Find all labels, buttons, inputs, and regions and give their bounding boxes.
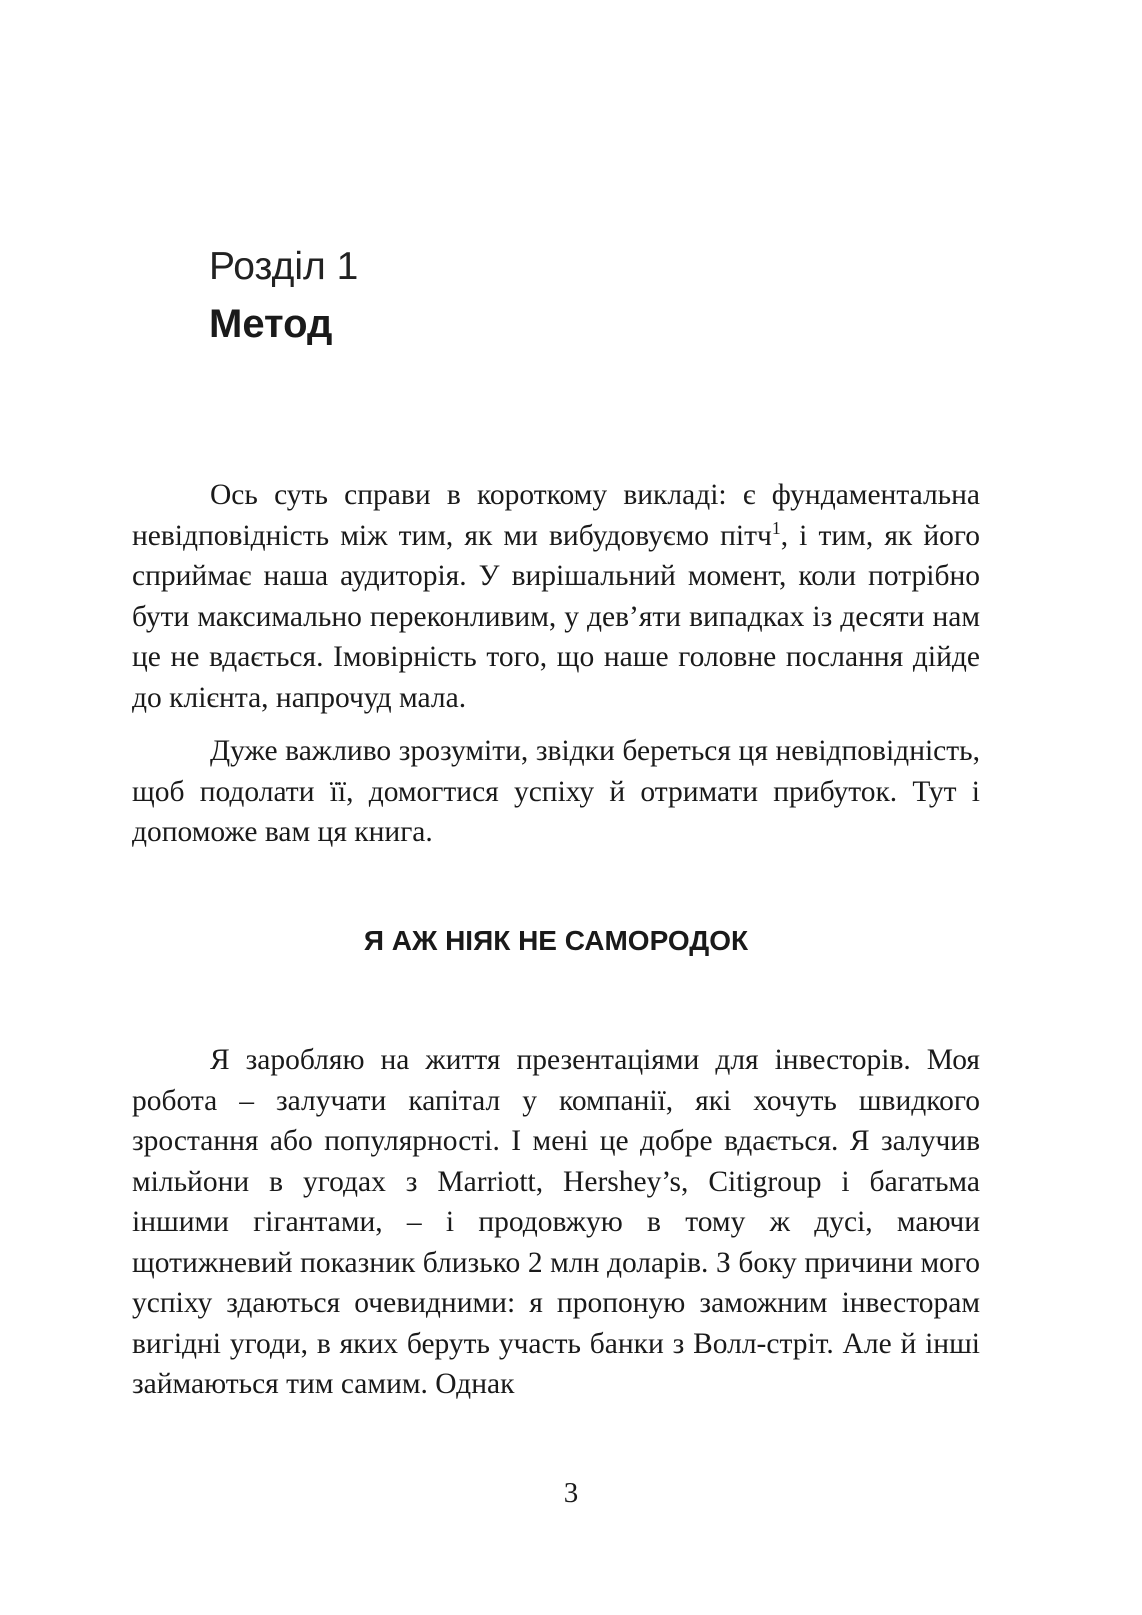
intro-paragraph-1-text-b: , і тим, як його сприймає наша аудиторія. У вирішальний момент, коли потрібно бути максимально переконливим, у дев’яти випадках із десяти нам це не вдається. Імовірність того, що наше головне послання дійде до клієнта, напрочуд мала. — [132, 519, 980, 714]
chapter-title: Метод — [209, 302, 333, 346]
footnote-marker: 1 — [771, 517, 781, 538]
chapter-label: Розділ 1 — [209, 245, 359, 288]
intro-paragraph-1-text-a: Ось суть справи в короткому викладі: є фундаментальна невідповідність між тим, як ми вибудовуємо пітч — [132, 479, 980, 552]
section-paragraph-1: Я заробляю на життя презентаціями для інвесторів. Моя робота – залучати капітал у компанії, які хочуть швидкого зростання або популярності. І мені це добре вдається. Я залучив мільйони в угодах з Marriott, Hershey’s, Citigroup і багатьма іншими гігантами, – і продовжую в тому ж дусі, маючи щотижневий показник близько 2 млн доларів. З боку причини мого успіху здаються очевидними: я пропоную заможним інвесторам вигідні угоди, в яких беруть участь банки з Волл-стріт. Але й інші займаються тим самим. Однак — [132, 1044, 980, 1400]
intro-text-block — [132, 475, 980, 853]
page-number: 3 — [563, 1477, 579, 1509]
intro-paragraph-2: Дуже важливо зрозуміти, звідки береться ця невідповідність, щоб подолати її, домогтися успіху й отримати прибуток. Тут і допоможе вам ця книга. — [132, 735, 980, 848]
intro-paragraph-1 — [132, 475, 980, 718]
section-text-block — [132, 1040, 980, 1405]
section-heading: Я АЖ НІЯК НЕ САМОРОДОК — [363, 925, 749, 956]
